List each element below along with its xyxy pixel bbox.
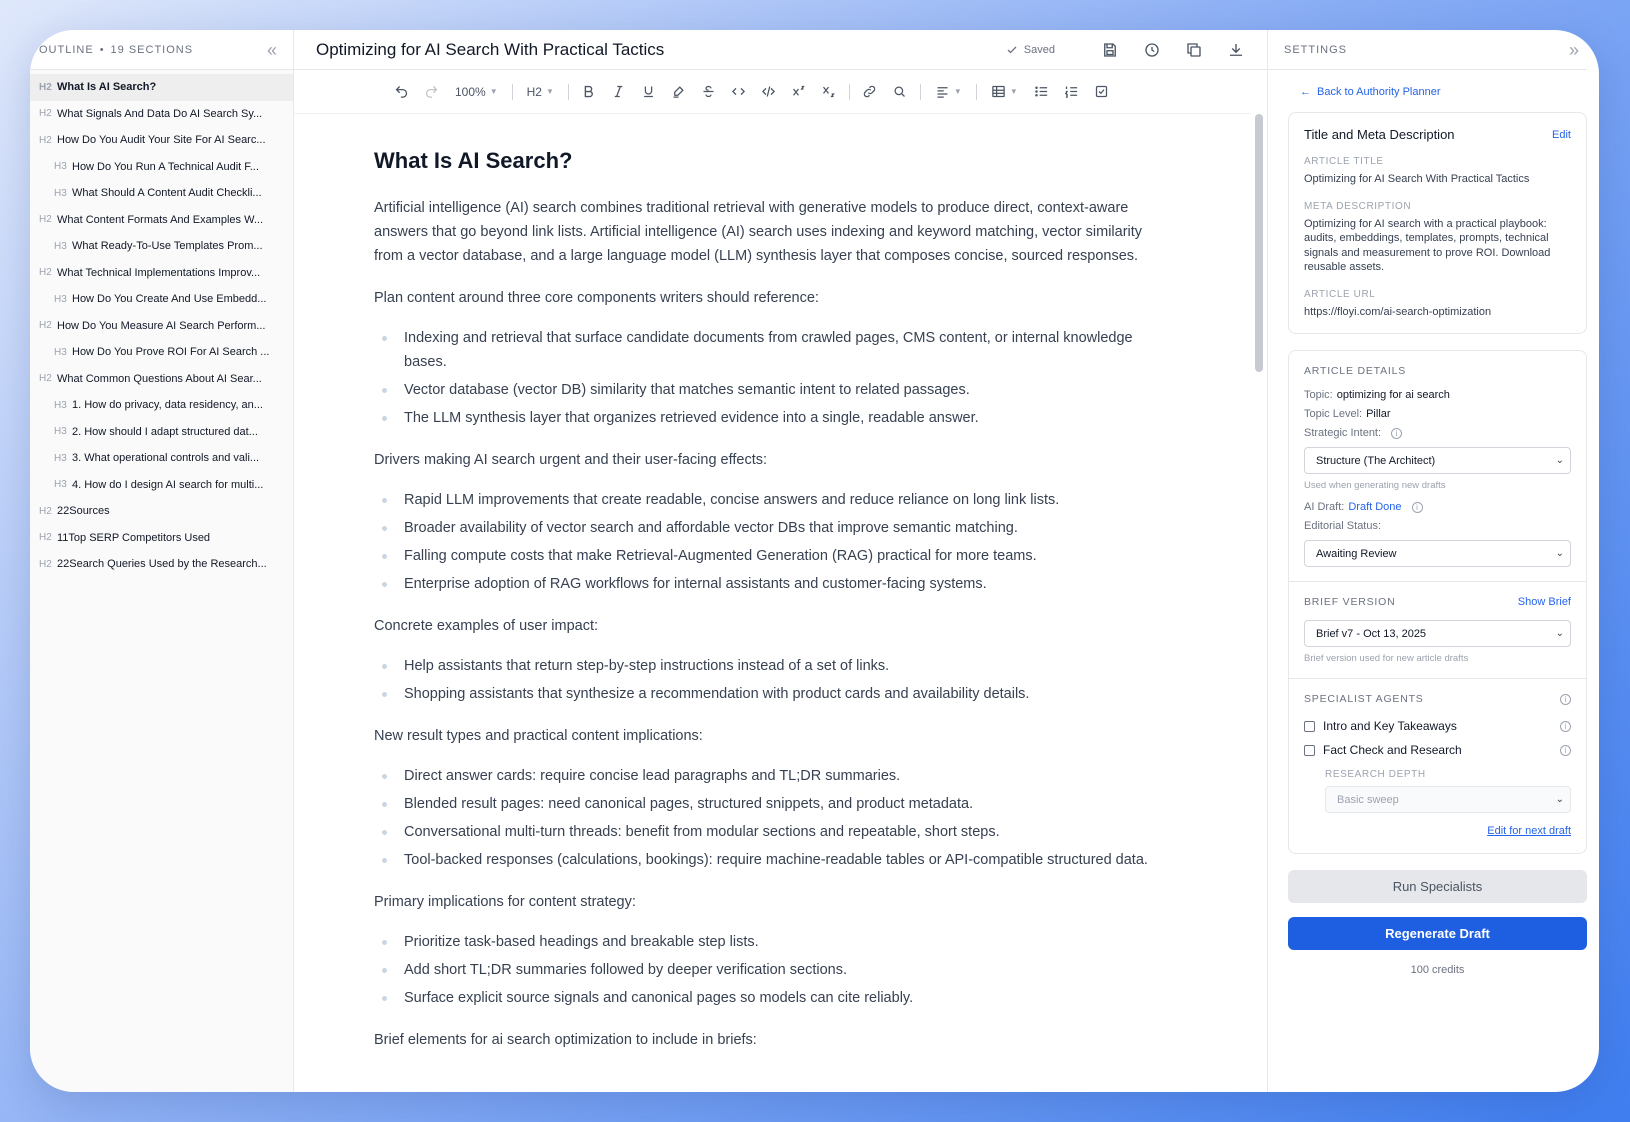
heading-select[interactable] [521, 80, 560, 104]
outline-item-label: How Do You Run A Technical Audit F... [72, 160, 259, 173]
outline-item-level: H2 [39, 505, 52, 517]
outline-item[interactable] [30, 392, 293, 419]
subscript-button[interactable] [817, 80, 841, 104]
bullet-list [374, 654, 1171, 706]
task-list-button[interactable] [1090, 80, 1114, 104]
research-depth-label: RESEARCH DEPTH [1325, 769, 1426, 780]
meta-description-label: META DESCRIPTION [1304, 200, 1412, 212]
list-item: Indexing and retrieval that surface candidate documents from crawled pages, CMS content, or internal knowledge bases. [374, 326, 1171, 374]
editor-content[interactable] [294, 114, 1251, 1092]
strategic-intent-select[interactable] [1304, 447, 1571, 474]
bullet-list-button[interactable] [1030, 80, 1054, 104]
ordered-list-icon [1064, 84, 1079, 99]
credits-label: 100 credits [1410, 964, 1465, 976]
outline-item-label: What Common Questions About AI Sear... [57, 372, 262, 385]
topic-key: Topic: [1304, 389, 1333, 401]
regenerate-draft-button[interactable]: Regenerate Draft [1288, 917, 1587, 950]
outline-item[interactable] [30, 339, 293, 366]
info-icon[interactable]: i [1412, 502, 1423, 513]
outline-item-level: H3 [54, 479, 67, 491]
code-block-button[interactable] [757, 80, 781, 104]
outline-item-label: 22Search Queries Used by the Research... [57, 558, 267, 571]
outline-item[interactable] [30, 313, 293, 340]
outline-item[interactable] [30, 498, 293, 525]
editor-panel [294, 30, 1268, 1092]
underline-button[interactable] [637, 80, 661, 104]
ai-draft-row [1304, 501, 1571, 513]
outline-item[interactable] [30, 286, 293, 313]
outline-item-label: What Should A Content Audit Checkli... [72, 187, 262, 200]
saved-status [1006, 44, 1055, 56]
outline-item[interactable] [30, 233, 293, 260]
outline-item-label: 4. How do I design AI search for multi... [72, 478, 264, 491]
list-item: Tool-backed responses (calculations, bookings): require machine-readable tables or API-compatible structured data. [374, 848, 1171, 872]
settings-title: SETTINGS [1284, 43, 1348, 56]
article-url-label: ARTICLE URL [1304, 288, 1376, 300]
list-item: Prioritize task-based headings and breakable step lists. [374, 930, 1171, 954]
intro-agent-row [1304, 719, 1571, 733]
outline-item[interactable] [30, 366, 293, 393]
chevron-down-icon: ▼ [489, 87, 498, 96]
list-item: Help assistants that return step-by-step instructions instead of a set of links. [374, 654, 1171, 678]
ai-draft-value[interactable]: Draft Done [1348, 501, 1402, 513]
editorial-status-key: Editorial Status: [1304, 520, 1382, 532]
outline-item-label: What Signals And Data Do AI Search Sy... [57, 107, 263, 120]
show-brief-link[interactable]: Show Brief [1517, 596, 1571, 608]
copy-icon[interactable] [1185, 41, 1203, 59]
undo-button[interactable] [389, 80, 413, 104]
bullet-list-icon [1034, 84, 1049, 99]
outline-item-level: H3 [54, 161, 67, 173]
list-item: Blended result pages: need canonical pages, structured snippets, and product metadata. [374, 792, 1171, 816]
brief-version-label: BRIEF VERSION [1304, 596, 1396, 608]
outline-item[interactable] [30, 472, 293, 499]
outline-item-label: 3. What operational controls and vali... [72, 452, 260, 465]
outline-item[interactable] [30, 525, 293, 552]
run-specialists-button[interactable]: Run Specialists [1288, 870, 1587, 903]
outline-item-level: H3 [54, 346, 67, 358]
align-select[interactable] [929, 80, 968, 104]
redo-icon [424, 84, 439, 99]
outline-item-label: How Do You Prove ROI For AI Search ... [72, 346, 270, 359]
save-icon[interactable] [1101, 41, 1119, 59]
bullet-list [374, 326, 1171, 430]
strikethrough-button[interactable] [697, 80, 721, 104]
editor-header [294, 30, 1267, 70]
search-button[interactable] [888, 80, 912, 104]
outline-item-label: 22Sources [57, 505, 110, 518]
outline-item-label: How Do You Create And Use Embedd... [72, 293, 267, 306]
research-depth-value: Basic sweep [1337, 793, 1399, 806]
chevron-down-icon: ⌄ [1555, 548, 1564, 559]
outline-item-level: H2 [39, 108, 52, 120]
highlight-button[interactable] [667, 80, 691, 104]
brief-version-select[interactable] [1304, 620, 1571, 647]
table-select[interactable] [985, 80, 1024, 104]
outline-item[interactable] [30, 207, 293, 234]
outline-item-level: H2 [39, 373, 52, 385]
bold-icon [581, 84, 596, 99]
topic-level-row [1304, 408, 1571, 420]
back-link-label: Back to Authority Planner [1317, 86, 1441, 98]
edit-next-draft-link[interactable]: Edit for next draft [1487, 825, 1571, 837]
outline-item[interactable] [30, 74, 293, 101]
toolbar-divider [849, 84, 850, 100]
specialist-agents-label: SPECIALIST AGENTS [1304, 693, 1424, 705]
search-icon [892, 84, 907, 99]
list-item: Conversational multi-turn threads: benefit from modular sections and repeatable, short steps. [374, 820, 1171, 844]
list-item: Vector database (vector DB) similarity that matches semantic intent to related passages. [374, 378, 1171, 402]
list-item: Enterprise adoption of RAG workflows for internal assistants and customer-facing systems. [374, 572, 1171, 596]
document-title: Optimizing for AI Search With Practical Tactics [316, 39, 665, 59]
outline-item-level: H3 [54, 426, 67, 438]
editorial-status-value: Awaiting Review [1316, 547, 1397, 560]
paragraph: Primary implications for content strategy: [374, 894, 636, 910]
toolbar-divider [920, 84, 921, 100]
content-blocks [374, 196, 1171, 1052]
outline-item-label: 2. How should I adapt structured dat... [72, 425, 258, 438]
outline-item[interactable] [30, 101, 293, 128]
paragraph: Plan content around three core components writers should reference: [374, 290, 819, 306]
paragraph: Drivers making AI search urgent and their user-facing effects: [374, 452, 768, 468]
link-button[interactable] [858, 80, 882, 104]
link-icon [862, 84, 877, 99]
outline-item-label: How Do You Audit Your Site For AI Searc... [57, 134, 266, 147]
checkbox-icon [1094, 84, 1109, 99]
list-item: The LLM synthesis layer that organizes retrieved evidence into a single, readable answer. [374, 406, 1171, 430]
strategic-intent-hint: Used when generating new drafts [1304, 480, 1446, 491]
outline-header [30, 30, 293, 70]
intro-agent-label: Intro and Key Takeaways [1323, 719, 1457, 733]
bullet-list [374, 488, 1171, 596]
bold-button[interactable] [577, 80, 601, 104]
outline-item[interactable] [30, 127, 293, 154]
ai-draft-key: AI Draft: [1304, 501, 1345, 513]
check-icon [1006, 44, 1018, 56]
content-heading: What Is AI Search? [374, 148, 573, 173]
outline-item-label: What Is AI Search? [57, 81, 157, 94]
outline-panel [30, 30, 294, 1092]
superscript-button[interactable] [787, 80, 811, 104]
brief-version-value: Brief v7 - Oct 13, 2025 [1316, 627, 1427, 640]
outline-item-level: H3 [54, 399, 67, 411]
outline-item-level: H3 [54, 240, 67, 252]
paragraph: New result types and practical content implications: [374, 728, 703, 744]
align-left-icon [935, 84, 950, 99]
card-title: Title and Meta Description [1304, 127, 1455, 142]
underline-icon [641, 84, 656, 99]
strategic-intent-row [1304, 427, 1571, 439]
strikethrough-icon [701, 84, 716, 99]
bullet-list [374, 930, 1171, 1010]
outline-item-label: What Ready-To-Use Templates Prom... [72, 240, 263, 253]
paragraph: Concrete examples of user impact: [374, 618, 599, 634]
topic-value: optimizing for ai search [1336, 389, 1450, 401]
outline-item-level: H2 [39, 320, 52, 332]
chevron-down-icon: ▼ [953, 87, 962, 96]
format-toolbar [294, 70, 1251, 114]
chevron-down-icon: ⌄ [1555, 628, 1564, 639]
intro-agent-checkbox[interactable] [1304, 721, 1315, 732]
list-item: Add short TL;DR summaries followed by deeper verification sections. [374, 958, 1171, 982]
back-link[interactable] [1300, 86, 1587, 98]
outline-item[interactable] [30, 419, 293, 446]
code-icon [731, 84, 746, 99]
fact-check-agent-row [1304, 743, 1571, 757]
outline-item[interactable] [30, 180, 293, 207]
outline-item-label: 11Top SERP Competitors Used [57, 531, 211, 544]
outline-item[interactable] [30, 445, 293, 472]
article-details-label: ARTICLE DETAILS [1304, 365, 1407, 377]
toolbar-divider [976, 84, 977, 100]
table-icon [991, 84, 1006, 99]
editorial-status-row [1304, 520, 1571, 532]
list-item: Shopping assistants that synthesize a recommendation with product cards and availability details. [374, 682, 1171, 706]
outline-item-level: H2 [39, 81, 52, 93]
chevrons-right-icon[interactable]: » [1568, 39, 1579, 60]
download-icon[interactable] [1227, 41, 1245, 59]
superscript-icon [791, 84, 806, 99]
zoom-value: 100% [455, 84, 486, 99]
research-depth-select[interactable] [1325, 786, 1571, 813]
outline-item-level: H2 [39, 214, 52, 226]
history-icon[interactable] [1143, 41, 1161, 59]
outline-title: OUTLINE • 19 SECTIONS [39, 43, 194, 56]
redo-button[interactable] [419, 80, 443, 104]
paragraph: Brief elements for ai search optimization to include in briefs: [374, 1032, 757, 1048]
ordered-list-button[interactable] [1060, 80, 1084, 104]
outline-item-label: What Content Formats And Examples W... [57, 213, 264, 226]
outline-label: OUTLINE [39, 43, 94, 56]
fact-check-checkbox[interactable] [1304, 745, 1315, 756]
outline-item[interactable] [30, 260, 293, 287]
highlighter-icon [671, 84, 686, 99]
chevron-down-icon: ▼ [1009, 87, 1018, 96]
italic-button[interactable] [607, 80, 631, 104]
outline-item-label: What Technical Implementations Improv... [57, 266, 261, 279]
info-icon[interactable]: i [1560, 721, 1571, 732]
brief-version-hint: Brief version used for new article drafts [1304, 653, 1469, 664]
article-details-card [1288, 350, 1587, 854]
chevron-down-icon: ⌄ [1555, 455, 1564, 466]
zoom-select[interactable] [449, 80, 504, 104]
outline-item-label: How Do You Measure AI Search Perform... [57, 319, 266, 332]
list-item: Direct answer cards: require concise lead paragraphs and TL;DR summaries. [374, 764, 1171, 788]
strategic-intent-value: Structure (The Architect) [1316, 454, 1436, 467]
list-item: Broader availability of vector search and affordable vector DBs that improve semantic matching. [374, 516, 1171, 540]
list-item: Falling compute costs that make Retrieval-Augmented Generation (RAG) practical for more teams. [374, 544, 1171, 568]
arrow-left-icon: ← [1300, 86, 1311, 98]
topic-row [1304, 389, 1571, 401]
bullet-list [374, 764, 1171, 872]
title-meta-card [1288, 112, 1587, 334]
list-item: Surface explicit source signals and canonical pages so models can cite reliably. [374, 986, 1171, 1010]
editorial-status-select[interactable] [1304, 540, 1571, 567]
divider [1289, 581, 1586, 582]
editor-scrollbar[interactable] [1255, 114, 1263, 372]
toolbar-divider [512, 84, 513, 100]
article-url-value: https://floyi.com/ai-search-optimization [1304, 305, 1492, 318]
outline-count: 19 SECTIONS [110, 43, 194, 56]
outline-item[interactable] [30, 154, 293, 181]
meta-description-value: Optimizing for AI search with a practical playbook: audits, embeddings, templates, prompts, technical signals and measurement to prove ROI. Download reusable assets. [1304, 217, 1551, 273]
outline-item[interactable] [30, 551, 293, 578]
outline-item-level: H2 [39, 267, 52, 279]
outline-list [30, 70, 293, 578]
info-icon[interactable]: i [1560, 694, 1571, 705]
code-button[interactable] [727, 80, 751, 104]
chevrons-left-icon[interactable]: « [266, 39, 277, 60]
article-title-label: ARTICLE TITLE [1304, 156, 1384, 167]
outline-item-level: H3 [54, 187, 67, 199]
info-icon[interactable]: i [1560, 745, 1571, 756]
chevron-down-icon: ▼ [545, 87, 554, 96]
app-window [30, 30, 1599, 1092]
topic-level-key: Topic Level: [1304, 408, 1363, 420]
outline-item-level: H2 [39, 558, 52, 570]
chevron-down-icon: ⌄ [1555, 794, 1564, 805]
divider [1289, 678, 1586, 679]
heading-value: H2 [526, 84, 542, 99]
paragraph: Artificial intelligence (AI) search combines traditional retrieval with generative models to produce direct, context-aware answers that go beyond link lists. Artificial intelligence (AI) search uses indexing and keyword matching, vector similarity from a vector database, and a large language model (LLM) synthesis layer that composes concise, sourced responses. [374, 200, 1143, 264]
list-item: Rapid LLM improvements that create readable, concise answers and reduce reliance on long link lists. [374, 488, 1171, 512]
outline-item-level: H2 [39, 134, 52, 146]
strategic-intent-key: Strategic Intent: [1304, 427, 1382, 439]
outline-item-level: H3 [54, 452, 67, 464]
fact-check-label: Fact Check and Research [1323, 743, 1462, 757]
outline-item-level: H2 [39, 532, 52, 544]
outline-item-label: 1. How do privacy, data residency, an... [72, 399, 263, 412]
info-icon[interactable]: i [1391, 428, 1402, 439]
toolbar-divider [568, 84, 569, 100]
saved-label: Saved [1023, 43, 1055, 56]
subscript-icon [821, 84, 836, 99]
code-block-icon [761, 84, 776, 99]
article-title-value: Optimizing for AI Search With Practical Tactics [1304, 173, 1530, 185]
settings-header [1268, 30, 1587, 70]
italic-icon [611, 84, 626, 99]
topic-level-value: Pillar [1366, 408, 1391, 420]
edit-meta-link[interactable]: Edit [1552, 128, 1571, 141]
settings-panel [1268, 30, 1599, 1092]
outline-item-level: H3 [54, 293, 67, 305]
undo-icon [394, 84, 409, 99]
